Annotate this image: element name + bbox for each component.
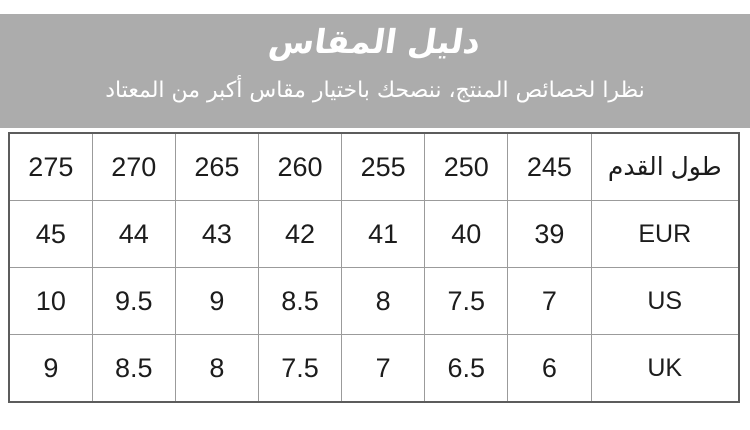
size-value-cell: 6 xyxy=(508,335,591,403)
size-value-cell: 45 xyxy=(9,201,92,268)
size-value-cell: 255 xyxy=(342,133,425,201)
size-value-cell: 8.5 xyxy=(258,268,341,335)
size-value-cell: 10 xyxy=(9,268,92,335)
size-guide-title: دليل المقاس xyxy=(266,22,484,61)
size-value-cell: 9 xyxy=(175,268,258,335)
size-guide-header-band xyxy=(0,14,750,128)
size-value-cell: 7 xyxy=(342,335,425,403)
size-value-cell: 42 xyxy=(258,201,341,268)
row-label-cell: طول القدم xyxy=(591,133,739,201)
table-row xyxy=(9,335,739,403)
size-value-cell: 39 xyxy=(508,201,591,268)
size-guide-subtitle: نظرا لخصائص المنتج، ننصحك باختيار مقاس أكبر من المعتاد xyxy=(105,77,645,103)
size-value-cell: 43 xyxy=(175,201,258,268)
size-value-cell: 41 xyxy=(342,201,425,268)
table-row xyxy=(9,201,739,268)
table-row xyxy=(9,133,739,201)
size-value-cell: 40 xyxy=(425,201,508,268)
size-value-cell: 245 xyxy=(508,133,591,201)
size-value-cell: 9.5 xyxy=(92,268,175,335)
row-label-cell: US xyxy=(591,268,739,335)
size-value-cell: 8 xyxy=(175,335,258,403)
size-value-cell: 44 xyxy=(92,201,175,268)
size-table xyxy=(8,132,740,403)
table-row xyxy=(9,268,739,335)
size-table-body xyxy=(9,133,739,402)
size-value-cell: 7.5 xyxy=(258,335,341,403)
size-value-cell: 265 xyxy=(175,133,258,201)
size-value-cell: 9 xyxy=(9,335,92,403)
size-value-cell: 8.5 xyxy=(92,335,175,403)
size-value-cell: 270 xyxy=(92,133,175,201)
row-label-cell: UK xyxy=(591,335,739,403)
size-value-cell: 275 xyxy=(9,133,92,201)
size-value-cell: 8 xyxy=(342,268,425,335)
row-label-cell: EUR xyxy=(591,201,739,268)
size-value-cell: 6.5 xyxy=(425,335,508,403)
size-value-cell: 250 xyxy=(425,133,508,201)
size-value-cell: 260 xyxy=(258,133,341,201)
size-value-cell: 7 xyxy=(508,268,591,335)
size-value-cell: 7.5 xyxy=(425,268,508,335)
